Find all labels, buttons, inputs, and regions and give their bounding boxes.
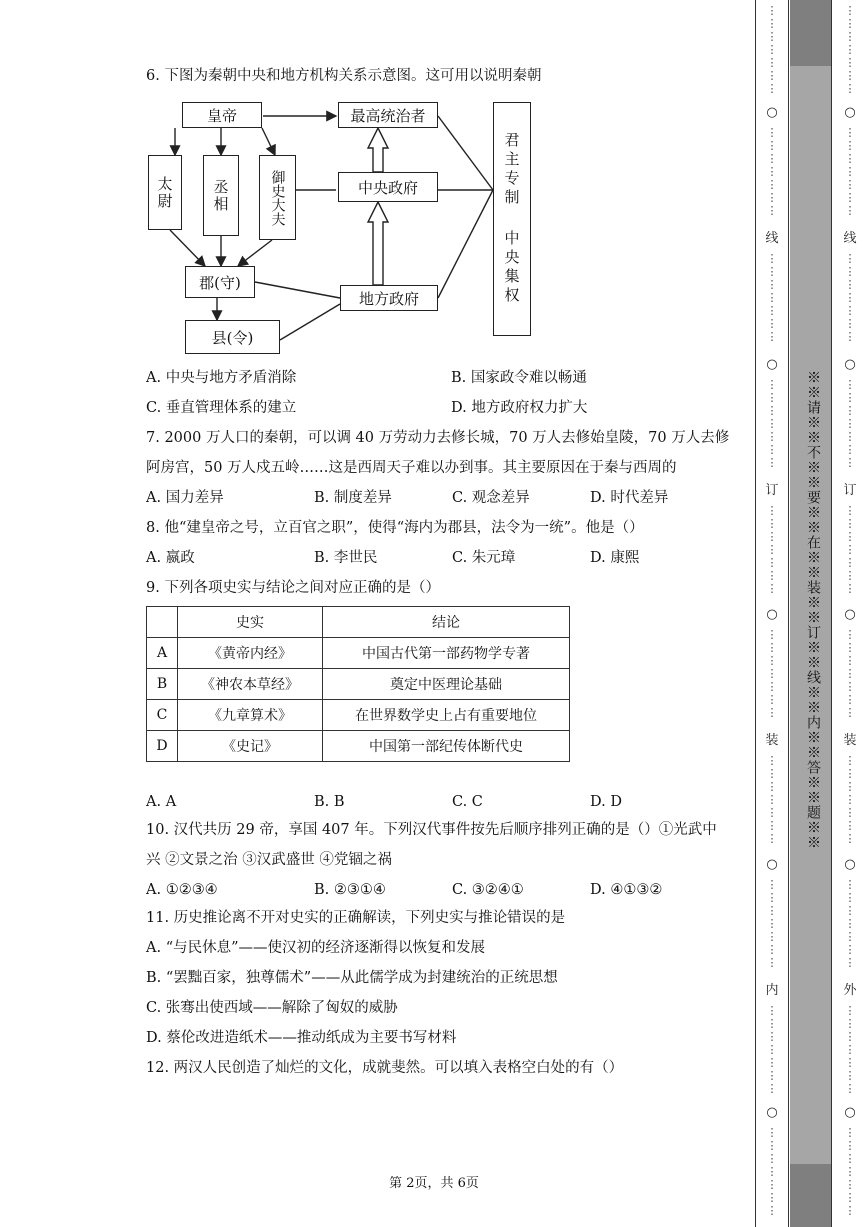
margin-inner-zhuang: 装 — [765, 733, 779, 748]
margin-outer-ding: 订 — [843, 483, 857, 498]
box-yushi-label: 御史大夫 — [269, 169, 286, 226]
table-cell: 中国古代第一部药物学专著 — [323, 638, 570, 669]
q11-option-b: B. “罢黜百家，独尊儒术”——从此儒学成为封建统治的正统思想 — [146, 970, 558, 986]
table-row — [147, 638, 570, 669]
table-cell: B — [147, 669, 178, 700]
q9-stem: 9. 下列各项史实与结论之间对应正确的是（） — [146, 580, 440, 596]
circle-icon: ○ — [766, 607, 778, 622]
q10-stem-line2: 兴 ②文景之治 ③汉武盛世 ④党锢之祸 — [146, 852, 392, 868]
margin-inner-xian: 线 — [765, 231, 779, 246]
table-row — [147, 700, 570, 731]
q8-option-c: C. 朱元璋 — [452, 550, 516, 566]
q11-stem: 11. 历史推论离不开对史实的正确解读，下列史实与推论错误的是 — [146, 910, 566, 926]
box-chengxiang — [203, 155, 239, 236]
circle-icon: ○ — [766, 105, 778, 120]
table-header-cell: 史实 — [178, 607, 323, 638]
box-local: 地方政府 — [340, 285, 438, 311]
circle-icon: ○ — [844, 357, 856, 372]
box-emperor: 皇帝 — [182, 102, 262, 128]
dotted-leader: ⋮ ⋮ ⋮ ⋮ ⋮ ⋮ ⋮ — [766, 878, 778, 969]
q9-table — [146, 606, 570, 762]
q10-option-d: D. ④①③② — [590, 882, 663, 898]
table-row — [147, 731, 570, 762]
circle-icon: ○ — [844, 1105, 856, 1120]
margin-dark-top — [790, 0, 831, 66]
q10-option-c: C. ③②④① — [452, 882, 524, 898]
dotted-leader: ⋮ ⋮ ⋮ ⋮ ⋮ ⋮ ⋮ — [766, 1004, 778, 1095]
table-cell: 在世界数学史上占有重要地位 — [323, 700, 570, 731]
circle-icon: ○ — [766, 857, 778, 872]
dotted-leader: ⋮ ⋮ ⋮ ⋮ ⋮ ⋮ ⋮ — [766, 126, 778, 217]
q7-stem-line1: 7. 2000 万人口的秦朝，可以调 40 万劳动力去修长城，70 万人去修始皇陵，70 万人去修 — [146, 430, 730, 446]
dotted-leader: ⋮ ⋮ ⋮ ⋮ ⋮ ⋮ ⋮ — [766, 4, 778, 95]
dotted-leader: ⋮ ⋮ ⋮ ⋮ ⋮ ⋮ ⋮ — [766, 1126, 778, 1217]
table-row — [147, 669, 570, 700]
table-cell: 《神农本草经》 — [178, 669, 323, 700]
table-cell: 《黄帝内经》 — [178, 638, 323, 669]
q9-option-c: C. C — [452, 794, 483, 810]
table-header-cell — [147, 607, 178, 638]
box-yushi — [259, 155, 296, 240]
table-cell: C — [147, 700, 178, 731]
table-header-row — [147, 607, 570, 638]
dotted-leader: ⋮ ⋮ ⋮ ⋮ ⋮ ⋮ ⋮ — [844, 504, 856, 595]
box-taiwei-label: 太尉 — [155, 175, 174, 210]
margin-dark-bottom — [790, 1164, 831, 1227]
q6-option-a: A. 中央与地方矛盾消除 — [146, 370, 297, 386]
q12-stem: 12. 两汉人民创造了灿烂的文化，成就斐然。可以填入表格空白处的有（） — [146, 1060, 624, 1076]
table-cell: 《史记》 — [178, 731, 323, 762]
dotted-leader: ⋮ ⋮ ⋮ ⋮ ⋮ ⋮ ⋮ — [766, 504, 778, 595]
q6-option-b: B. 国家政令难以畅通 — [451, 370, 587, 386]
table-cell: 奠定中医理论基础 — [323, 669, 570, 700]
margin-line-right — [831, 0, 832, 1227]
q8-option-a: A. 嬴政 — [146, 550, 195, 566]
q7-option-b: B. 制度差异 — [314, 490, 392, 506]
margin-outer-wai: 外 — [843, 983, 857, 998]
q8-option-d: D. 康熙 — [590, 550, 640, 566]
table-cell: 中国第一部纪传体断代史 — [323, 731, 570, 762]
q7-option-a: A. 国力差异 — [146, 490, 224, 506]
table-cell: 《九章算术》 — [178, 700, 323, 731]
dotted-leader: ⋮ ⋮ ⋮ ⋮ ⋮ ⋮ ⋮ — [844, 4, 856, 95]
q11-option-c: C. 张骞出使西域——解除了匈奴的威胁 — [146, 1000, 398, 1016]
q7-option-c: C. 观念差异 — [452, 490, 530, 506]
dotted-leader: ⋮ ⋮ ⋮ ⋮ ⋮ ⋮ ⋮ — [766, 754, 778, 845]
dotted-leader: ⋮ ⋮ ⋮ ⋮ ⋮ ⋮ ⋮ — [844, 878, 856, 969]
margin-line-mid — [788, 0, 789, 1227]
table-cell: A — [147, 638, 178, 669]
circle-icon: ○ — [766, 357, 778, 372]
dotted-leader: ⋮ ⋮ ⋮ ⋮ ⋮ ⋮ ⋮ — [844, 1004, 856, 1095]
circle-icon: ○ — [844, 857, 856, 872]
dotted-leader: ⋮ ⋮ ⋮ ⋮ ⋮ ⋮ ⋮ — [766, 628, 778, 719]
q11-option-a: A. “与民休息”——使汉初的经济逐渐得以恢复和发展 — [146, 940, 486, 956]
q6-option-c: C. 垂直管理体系的建立 — [146, 400, 297, 416]
dotted-leader: ⋮ ⋮ ⋮ ⋮ ⋮ ⋮ ⋮ — [844, 252, 856, 343]
margin-outer-zhuang: 装 — [843, 733, 857, 748]
margin-inner-nei: 内 — [765, 983, 779, 998]
box-system — [493, 102, 531, 336]
dotted-leader: ⋮ ⋮ ⋮ ⋮ ⋮ ⋮ ⋮ — [766, 378, 778, 469]
box-chengxiang-label: 丞相 — [211, 178, 230, 213]
dotted-leader: ⋮ ⋮ ⋮ ⋮ ⋮ ⋮ ⋮ — [844, 378, 856, 469]
circle-icon: ○ — [766, 1105, 778, 1120]
q9-option-b: B. B — [314, 794, 345, 810]
q6-stem: 6. 下图为秦朝中央和地方机构关系示意图。这可用以说明秦朝 — [146, 68, 542, 84]
dotted-leader: ⋮ ⋮ ⋮ ⋮ ⋮ ⋮ ⋮ — [766, 252, 778, 343]
q10-stem-line1: 10. 汉代共历 29 帝，享国 407 年。下列汉代事件按先后顺序排列正确的是（）①光武中 — [146, 822, 717, 838]
table-cell: D — [147, 731, 178, 762]
dotted-leader: ⋮ ⋮ ⋮ ⋮ ⋮ ⋮ ⋮ — [844, 126, 856, 217]
dotted-leader: ⋮ ⋮ ⋮ ⋮ ⋮ ⋮ ⋮ — [844, 754, 856, 845]
table-header-cell: 结论 — [323, 607, 570, 638]
q8-stem: 8. 他“建皇帝之号，立百官之职”，使得“海内为郡县，法令为一统”。他是（） — [146, 520, 644, 536]
q9-option-d: D. D — [590, 794, 622, 810]
box-xian: 县(令) — [185, 320, 280, 354]
page-footer: 第 2页，共 6页 — [389, 1176, 479, 1191]
q10-option-a: A. ①②③④ — [146, 882, 218, 898]
q7-option-d: D. 时代差异 — [590, 490, 669, 506]
box-supreme: 最高统治者 — [338, 102, 438, 128]
box-central: 中央政府 — [338, 172, 438, 202]
dotted-leader: ⋮ ⋮ ⋮ ⋮ ⋮ ⋮ ⋮ — [844, 628, 856, 719]
circle-icon: ○ — [844, 607, 856, 622]
q11-option-d: D. 蔡伦改进造纸术——推动纸成为主要书写材料 — [146, 1030, 457, 1046]
q6-option-d: D. 地方政府权力扩大 — [451, 400, 588, 416]
q10-option-b: B. ②③①④ — [314, 882, 386, 898]
circle-icon: ○ — [844, 105, 856, 120]
q8-option-b: B. 李世民 — [314, 550, 378, 566]
q7-stem-line2: 阿房宫，50 万人戍五岭……这是西周天子难以办到事。其主要原因在于秦与西周的 — [146, 460, 677, 476]
box-taiwei — [148, 155, 182, 230]
margin-warning: ※※请※※不※※要※※在※※装※※订※※线※※内※※答※※题※※ — [805, 370, 821, 850]
box-jun: 郡(守) — [185, 266, 255, 298]
box-system-label: 君主专制 中央集权 — [502, 132, 521, 306]
q9-option-a: A. A — [146, 794, 177, 810]
margin-outer-xian: 线 — [843, 231, 857, 246]
dotted-leader: ⋮ ⋮ ⋮ ⋮ ⋮ ⋮ ⋮ — [844, 1126, 856, 1217]
margin-line-left — [755, 0, 756, 1227]
margin-inner-ding: 订 — [765, 483, 779, 498]
